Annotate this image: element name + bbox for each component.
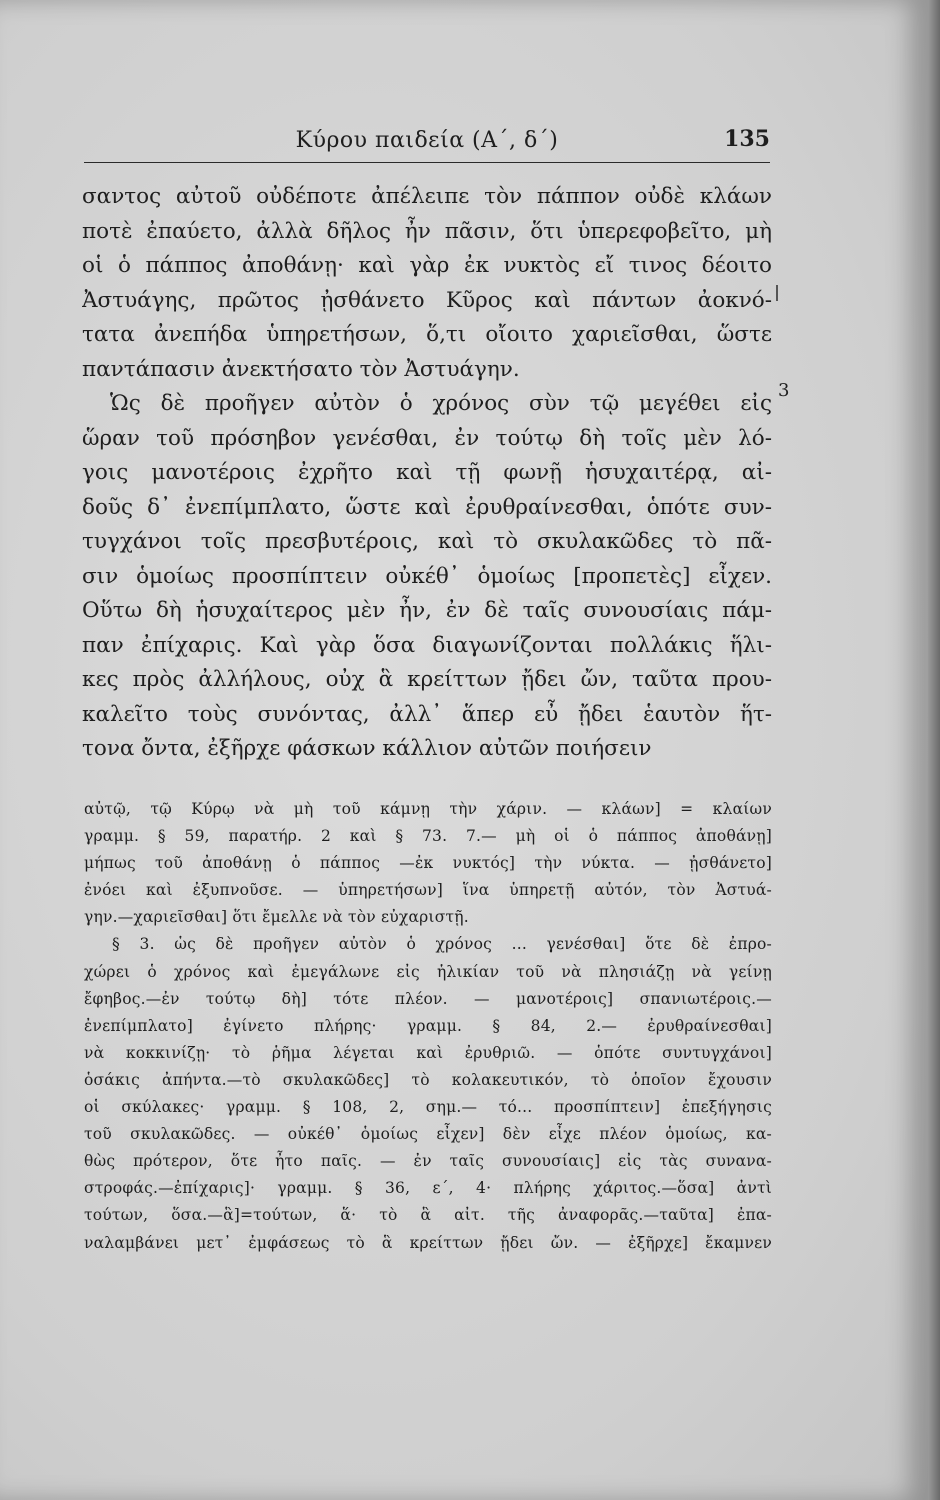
text-line: ποτὲ ἐπαύετο, ἀλλὰ δῆλος ἦν πᾶσιν, ὅτι ὑπερεφοβεῖτο, μὴ (82, 218, 772, 244)
footnote-line: ἔφηβος.—ἐν τούτῳ δὴ] τότε πλέον. — μανοτέροις] σπανιωτέροις.— (84, 989, 772, 1008)
footnote-line: ναλαμβάνει μετ᾽ ἐμφάσεως τὸ ἃ κρείττων ᾔδει ὤν. — ἐξῆρχε] ἔκαμνεν (84, 1233, 772, 1252)
footnote-line: γην.—χαριεῖσθαι] ὅτι ἔμελλε νὰ τὸν εὐχαριστῇ. (84, 908, 469, 927)
text-line: παντάπασιν ἀνεκτήσατο τὸν Ἀστυάγην. (82, 356, 520, 382)
footnote-line: θὼς πρότερον, ὅτε ἦτο παῖς. — ἐν ταῖς συνουσίαις] εἰς τὰς συνανα- (84, 1152, 772, 1171)
text-line: Ὡς δὲ προῆγεν αὐτὸν ὁ χρόνος σὺν τῷ μεγέθει εἰς (110, 391, 772, 416)
text-line: ὥραν τοῦ πρόσηβον γενέσθαι, ἐν τούτῳ δὴ τοῖς μὲν λό- (82, 425, 772, 451)
text-line: γοις μανοτέροις ἐχρῆτο καὶ τῇ φωνῇ ἡσυχαιτέρᾳ, αἰ- (82, 460, 772, 485)
footnote-line: νὰ κοκκινίζῃ· τὸ ῥῆμα λέγεται καὶ ἐρυθριῶ. — ὁπότε συντυγχάνοι] (84, 1043, 772, 1062)
text-line: κες πρὸς ἀλλήλους, οὐχ ἃ κρείττων ᾔδει ὤν, ταῦτα πρου- (82, 667, 772, 692)
footnote-line: οἱ σκύλακες· γραμμ. § 108, 2, σημ.— τό... προσπίπτειν] ἐπεξήγησις (84, 1098, 772, 1117)
text-line: σαντος αὐτοῦ οὐδέποτε ἀπέλειπε τὸν πάππον οὐδὲ κλάων (82, 184, 772, 209)
text-line: καλεῖτο τοὺς συνόντας, ἀλλ᾽ ἅπερ εὖ ᾔδει ἑαυτὸν ἥτ- (82, 701, 772, 727)
footnote-line: μήπως τοῦ ἀποθάνῃ ὁ πάππος —ἐκ νυκτός] τὴν νύκτα. — ᾐσθάνετο] (84, 854, 772, 873)
section-margin-number: 3 (778, 380, 790, 401)
text-line: Ἀστυάγης, πρῶτος ᾐσθάνετο Κῦρος καὶ πάντων ἀοκνό- (82, 287, 772, 313)
footnote-line: τούτων, ὅσα.—ἃ]=τούτων, ἅ· τὸ ἃ αἰτ. τῆς ἀναφορᾶς.—ταῦτα] ἐπα- (84, 1206, 772, 1225)
text-line: παν ἐπίχαρις. Καὶ γὰρ ὅσα διαγωνίζονται πολλάκις ἥλι- (82, 632, 772, 658)
footnote-line: § 3. ὡς δὲ προῆγεν αὐτὸν ὁ χρόνος ... γενέσθαι] ὅτε δὲ ἐπρο- (112, 935, 772, 954)
footnote-line: ἐνεπίμπλατο] ἐγίνετο πλήρης· γραμμ. § 84, 2.— ἐρυθραίνεσθαι] (84, 1016, 772, 1035)
page-number: 135 (724, 126, 770, 152)
text-line: τατα ἀνεπήδα ὑπηρετήσων, ὅ,τι οἴοιτο χαριεῖσθαι, ὥστε (82, 322, 772, 347)
footnote-line: γραμμ. § 59, παρατήρ. 2 καὶ § 73. 7.— μὴ οἱ ὁ πάππος ἀποθάνῃ] (84, 827, 772, 846)
text-line: Οὕτω δὴ ἡσυχαίτερος μὲν ἦν, ἐν δὲ ταῖς συνουσίαις πάμ- (82, 598, 772, 623)
text-line: οἱ ὁ πάππος ἀποθάνῃ· καὶ γὰρ ἐκ νυκτὸς εἴ τινος δέοιτο (82, 253, 772, 278)
main-text (82, 180, 772, 767)
text-line: δοῦς δ᾽ ἐνεπίμπλατο, ὥστε καὶ ἐρυθραίνεσθαι, ὁπότε συν- (82, 494, 772, 520)
footnote-line: ἐνόει καὶ ἐξυπνοῦσε. — ὑπηρετήσων] ἵνα ὑπηρετῇ αὐτόν, τὸν Ἀστυά- (84, 881, 772, 900)
footnote-line: χώρει ὁ χρόνος καὶ ἐμεγάλωνε εἰς ἡλικίαν τοῦ νὰ πλησιάζῃ νὰ γείνῃ (84, 962, 772, 981)
footnote-line: ὁσάκις ἀπήντα.—τὸ σκυλακῶδες] τὸ κολακευτικόν, τὸ ὁποῖον ἔχουσιν (84, 1070, 772, 1089)
page-title: Κύρου παιδεία (Α΄, δ΄) (295, 128, 559, 153)
page-edge-shadow (928, 0, 940, 1500)
footnote-line: αὐτῷ, τῷ Κύρῳ νὰ μὴ τοῦ κάμνῃ τὴν χάριν. — κλάων] = κλαίων (84, 800, 772, 818)
footnote-line: τοῦ σκυλακῶδες. — οὐκέθ᾽ ὁμοίως εἶχεν] δὲν εἶχε πλέον ὁμοίως, κα- (84, 1125, 772, 1144)
footnote-line: στροφάς.—ἐπίχαρις]· γραμμ. § 36, ε΄, 4· πλήρης χάριτος.—ὅσα] ἀντὶ (84, 1179, 772, 1198)
text-line: σιν ὁμοίως προσπίπτειν οὐκέθ᾽ ὁμοίως [προπετὲς] εἶχεν. (82, 563, 772, 589)
footnotes (84, 796, 772, 1257)
text-line: τονα ὄντα, ἐξῆρχε φάσκων κάλλιον αὐτῶν ποιήσειν (82, 736, 652, 761)
text-line: τυγχάνοι τοῖς πρεσβυτέροις, καὶ τὸ σκυλακῶδες τὸ πᾶ- (82, 529, 772, 554)
running-head (84, 122, 770, 163)
margin-tick-mark (776, 285, 778, 301)
